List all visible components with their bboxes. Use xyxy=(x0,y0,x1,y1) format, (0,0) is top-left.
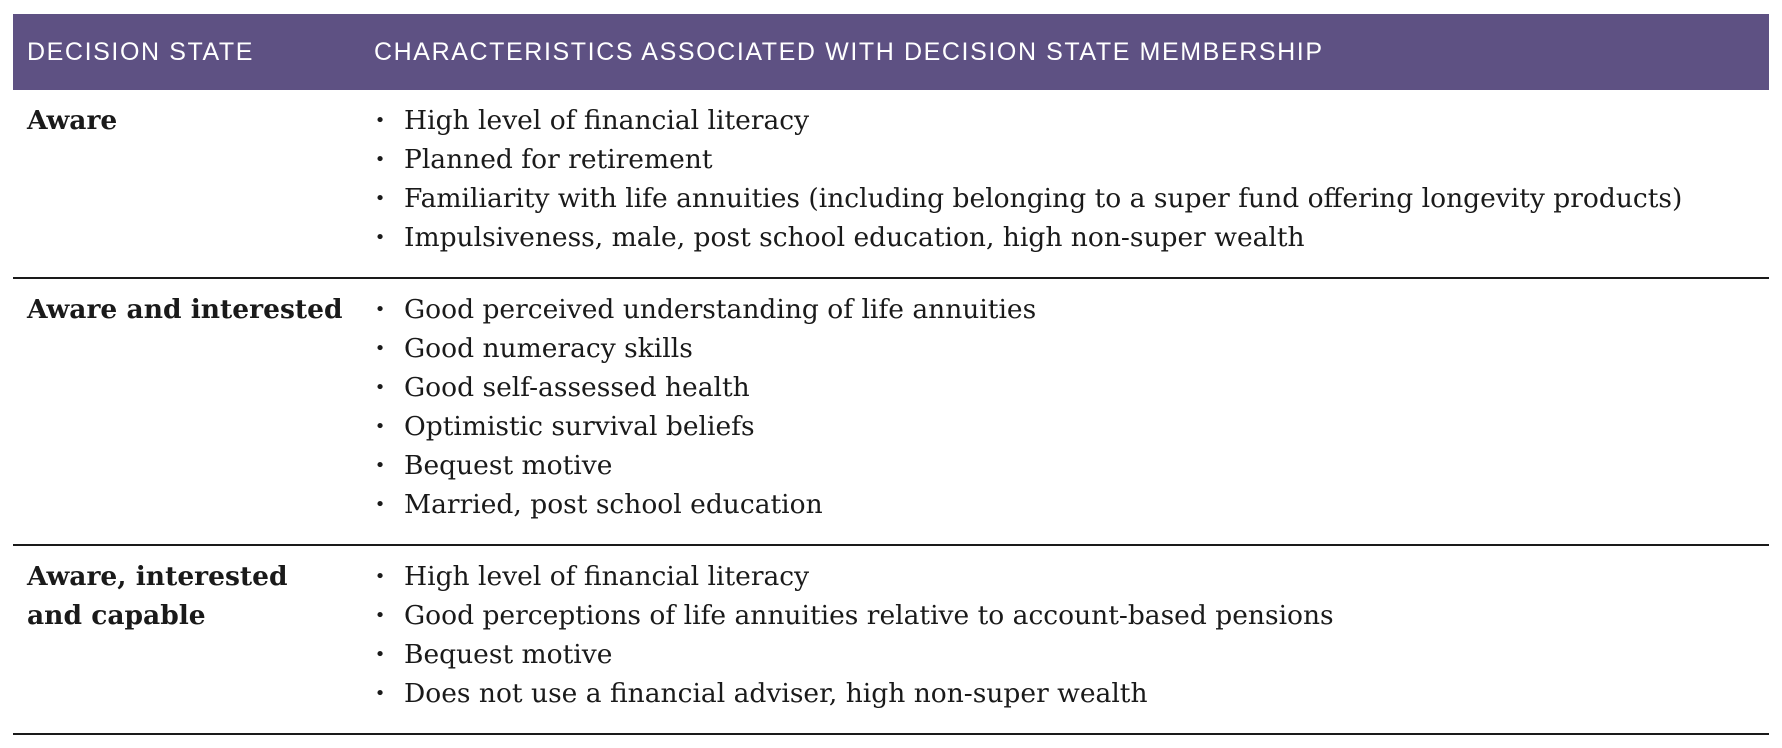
characteristic-text: Impulsiveness, male, post school education, high non-super wealth xyxy=(404,222,1305,253)
list-item xyxy=(374,557,1769,596)
list-item xyxy=(374,635,1769,674)
characteristic-text: Married, post school education xyxy=(404,489,823,520)
bullet-icon: • xyxy=(374,455,386,476)
list-item xyxy=(374,407,1769,446)
list-item xyxy=(374,674,1769,713)
bullet-icon: • xyxy=(374,377,386,398)
bullet-icon: • xyxy=(374,227,386,248)
header-characteristics: CHARACTERISTICS ASSOCIATED WITH DECISION STATE MEMBERSHIP xyxy=(374,37,1324,66)
bullet-icon: • xyxy=(374,605,386,626)
characteristic-text: Good numeracy skills xyxy=(404,333,693,364)
list-item xyxy=(374,596,1769,635)
list-item xyxy=(374,368,1769,407)
decision-state-label xyxy=(13,546,374,733)
table-row xyxy=(13,90,1769,279)
list-item xyxy=(374,218,1769,257)
list-item xyxy=(374,179,1769,218)
bullet-icon: • xyxy=(374,299,386,320)
list-item xyxy=(374,101,1769,140)
list-item xyxy=(374,290,1769,329)
list-item xyxy=(374,140,1769,179)
characteristic-text: Optimistic survival beliefs xyxy=(404,411,755,442)
list-item xyxy=(374,485,1769,524)
table-row xyxy=(13,546,1769,735)
bullet-icon: • xyxy=(374,644,386,665)
list-item xyxy=(374,329,1769,368)
characteristic-text: High level of financial literacy xyxy=(404,105,810,136)
decision-state-label: Aware xyxy=(27,105,118,136)
bullet-icon: • xyxy=(374,110,386,131)
table-row xyxy=(13,279,1769,546)
characteristic-text: Good self-assessed health xyxy=(404,372,750,403)
characteristic-text: Bequest motive xyxy=(404,450,613,481)
bullet-icon: • xyxy=(374,149,386,170)
characteristics-cell xyxy=(374,90,1769,277)
header-decision-state: DECISION STATE xyxy=(27,37,255,66)
decision-state-table xyxy=(13,14,1769,735)
bullet-icon: • xyxy=(374,566,386,587)
characteristic-text: Does not use a financial adviser, high non-super wealth xyxy=(404,678,1148,709)
characteristics-cell xyxy=(374,546,1769,733)
list-item xyxy=(374,446,1769,485)
characteristics-list xyxy=(374,290,1769,524)
decision-state-label: Aware and interested xyxy=(27,294,343,325)
characteristics-list xyxy=(374,557,1769,713)
bullet-icon: • xyxy=(374,494,386,515)
decision-state-label-line1: Aware, interested xyxy=(27,561,288,592)
bullet-icon: • xyxy=(374,338,386,359)
characteristic-text: High level of financial literacy xyxy=(404,561,810,592)
bullet-icon: • xyxy=(374,416,386,437)
bullet-icon: • xyxy=(374,188,386,209)
bullet-icon: • xyxy=(374,683,386,704)
characteristic-text: Good perceptions of life annuities relative to account-based pensions xyxy=(404,600,1334,631)
decision-state-label-line2: and capable xyxy=(27,600,206,631)
characteristics-list xyxy=(374,101,1769,257)
characteristic-text: Good perceived understanding of life annuities xyxy=(404,294,1037,325)
table-header xyxy=(13,14,1769,90)
characteristic-text: Familiarity with life annuities (including belonging to a super fund offering longevity products) xyxy=(404,183,1683,214)
characteristic-text: Bequest motive xyxy=(404,639,613,670)
characteristics-cell xyxy=(374,279,1769,544)
characteristic-text: Planned for retirement xyxy=(404,144,713,175)
